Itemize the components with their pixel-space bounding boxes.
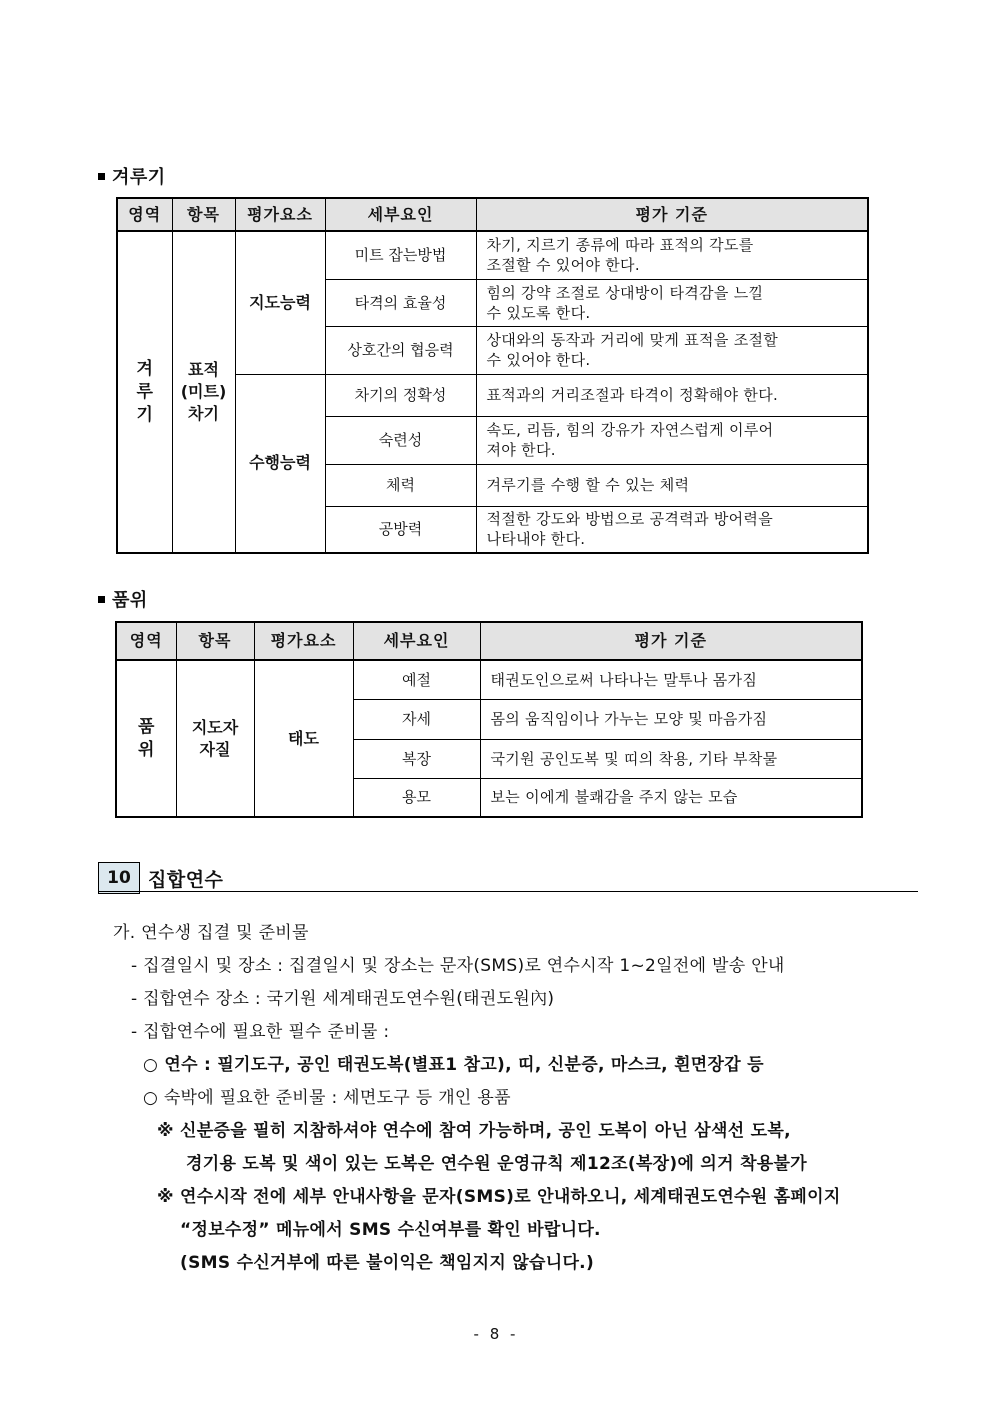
header-factor: 세부요인 (325, 198, 476, 231)
section-title-poomwi (98, 586, 148, 612)
factor-cell: 체력 (325, 464, 476, 506)
body-line: - 집합연수 장소 : 국기원 세계태권도연수원(태권도원內) (131, 989, 555, 1009)
factor-cell: 복장 (353, 739, 480, 778)
header-item: 항목 (176, 622, 254, 660)
factor-cell: 타격의 효율성 (325, 279, 476, 326)
criteria-cell: 힘의 강약 조절로 상대방이 타격감을 느낄 수 있도록 한다. (476, 279, 868, 326)
header-element: 평가요소 (254, 622, 353, 660)
element-cell: 태도 (254, 660, 353, 817)
section-10-title: 집합연수 (148, 869, 224, 891)
notice-line: ※ 신분증을 필히 지참하셔야 연수에 참여 가능하며, 공인 도복이 아닌 삼색선 도복, (157, 1121, 791, 1141)
factor-cell: 차기의 정확성 (325, 374, 476, 416)
item-cell: 표적 (미트) 차기 (172, 231, 235, 553)
header-criteria: 평가 기준 (480, 622, 862, 660)
poomwi-table (115, 621, 863, 818)
item-cell: 지도자 자질 (176, 660, 254, 817)
criteria-cell: 적절한 강도와 방법으로 공격력과 방어력을 나타내야 한다. (476, 506, 868, 553)
header-area: 영역 (116, 622, 176, 660)
body-line: ○ 연수 : 필기도구, 공인 태권도복(별표1 참고), 띠, 신분증, 마스크, 흰면장갑 등 (143, 1055, 764, 1075)
notice-line: (SMS 수신거부에 따른 불이익은 책임지지 않습니다.) (180, 1253, 595, 1273)
factor-cell: 미트 잡는방법 (325, 231, 476, 279)
area-cell: 겨 루 기 (117, 231, 172, 553)
factor-cell: 공방력 (325, 506, 476, 553)
table-header-row (116, 622, 862, 660)
criteria-cell: 겨루기를 수행 할 수 있는 체력 (476, 464, 868, 506)
notice-line: “정보수정” 메뉴에서 SMS 수신여부를 확인 바랍니다. (180, 1220, 601, 1240)
body-line: - 집합연수에 필요한 필수 준비물 : (131, 1022, 390, 1042)
element-cell: 수행능력 (235, 374, 325, 553)
header-area: 영역 (117, 198, 172, 231)
header-element: 평가요소 (235, 198, 325, 231)
page-number: - 8 - (473, 1325, 519, 1343)
kyorugi-table (116, 197, 869, 554)
criteria-cell: 보는 이에게 불쾌감을 주지 않는 모습 (480, 778, 862, 817)
header-item: 항목 (172, 198, 235, 231)
bullet-square-icon (98, 596, 105, 603)
factor-cell: 숙련성 (325, 416, 476, 464)
subheading-line: 가. 연수생 집결 및 준비물 (113, 923, 309, 943)
criteria-cell: 속도, 리듬, 힘의 강유가 자연스럽게 이루어 져야 한다. (476, 416, 868, 464)
factor-cell: 예절 (353, 660, 480, 699)
table-header-row (117, 198, 868, 231)
bullet-square-icon (98, 173, 105, 180)
notice-line: ※ 연수시작 전에 세부 안내사항을 문자(SMS)로 안내하오니, 세계태권도연수원 홈페이지 (157, 1187, 841, 1207)
table-row (116, 660, 862, 699)
header-factor: 세부요인 (353, 622, 480, 660)
area-cell: 품 위 (116, 660, 176, 817)
table-row (117, 231, 868, 279)
criteria-cell: 상대와의 동작과 거리에 맞게 표적을 조절할 수 있어야 한다. (476, 326, 868, 374)
factor-cell: 자세 (353, 699, 480, 739)
criteria-cell: 몸의 움직임이나 가누는 모양 및 마음가짐 (480, 699, 862, 739)
section-title-text: 품위 (112, 590, 148, 611)
criteria-cell: 국기원 공인도복 및 띠의 착용, 기타 부착물 (480, 739, 862, 778)
criteria-cell: 표적과의 거리조절과 타격이 정확해야 한다. (476, 374, 868, 416)
factor-cell: 용모 (353, 778, 480, 817)
section-divider (98, 891, 918, 892)
body-line: ○ 숙박에 필요한 준비물 : 세면도구 등 개인 용품 (143, 1088, 511, 1108)
criteria-cell: 태권도인으로써 나타나는 말투나 몸가짐 (480, 660, 862, 699)
header-criteria: 평가 기준 (476, 198, 868, 231)
section-number-badge: 10 (98, 862, 140, 894)
notice-line: 경기용 도복 및 색이 있는 도복은 연수원 운영규칙 제12조(복장)에 의거 착용불가 (186, 1154, 807, 1174)
element-cell: 지도능력 (235, 231, 325, 374)
criteria-cell: 차기, 지르기 종류에 따라 표적의 각도를 조절할 수 있어야 한다. (476, 231, 868, 279)
body-line: - 집결일시 및 장소 : 집결일시 및 장소는 문자(SMS)로 연수시작 1~2일전에 발송 안내 (131, 956, 785, 976)
factor-cell: 상호간의 협응력 (325, 326, 476, 374)
section-title-kyorugi (98, 163, 166, 189)
section-title-text: 겨루기 (112, 167, 166, 188)
